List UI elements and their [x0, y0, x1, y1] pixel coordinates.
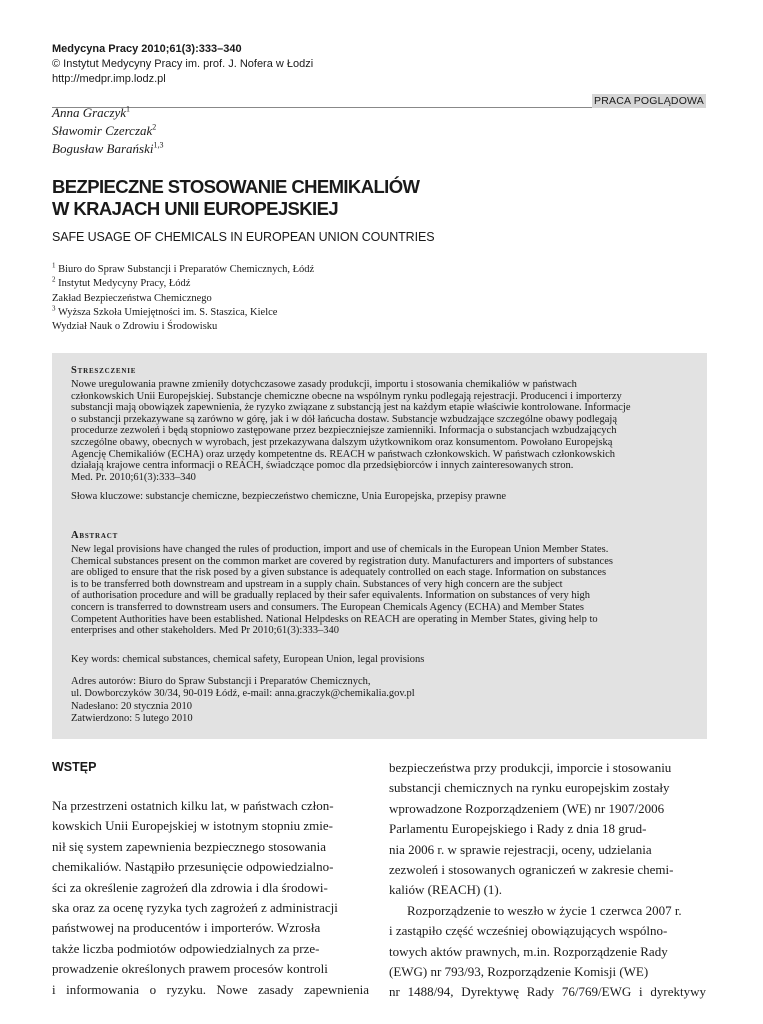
body-column-left: [52, 758, 369, 1000]
journal-title: Medycyna Pracy 2010;61(3):333–340: [52, 43, 242, 55]
abstract-en-heading: Abstract: [71, 530, 119, 541]
author-3: Bogusław Barański$^{1,3}$: [52, 140, 164, 156]
correspondence: Adres autorów: Biuro do Spraw Substancji i Preparatów Chemicznych, ul. Dowborczyków 30/34, 90-019 Łódź, e-mail: anna.graczyk@chemikalia.gov.pl Nadesłano: 20 stycznia 2010 Zatwierdzono: 5 lutego 2010: [71, 676, 415, 725]
paragraph-regulation: Rozporządzenie to weszło w życie 1 czerwca 2007 r. i zastąpiło część wcześniej obowiązujących wspólno- towych aktów prawnych, m.in. Rozporządzenie Rady (EWG) nr 793/93, Rozporządzenie Komisji (WE) nr 1488/94, Dyrektywę Rady 76/769/EWG i dyrektywy: [389, 902, 706, 1000]
author-1: Anna Graczyk$^1$: [52, 104, 131, 120]
body-column-right: [389, 758, 706, 1003]
affiliations: [52, 263, 314, 334]
affiliation-line: $^3$ Wyższa Szkoła Umiejętności im. S. Staszica, Kielce: [52, 304, 278, 318]
abstract-pl-text: Nowe uregulowania prawne zmieniły dotychczasowe zasady produkcji, importu i stosowania chemikaliów w państwach członkowskich Unii Europejskiej. Substancje chemiczne obecne na wspólnym rynku podlegają rejestracji. Producenci i importerzy substancji mają obowiązek zapewnienia, że ryzyko związane z substancją jest na każdym etapie właściwie kontrolowane. Informacje o substancji przekazywane są zarówno w górę, jak i w dół łańcucha dostaw. Substancje wzbudzające szczególne obawy podlegają procedurze zezwoleń i będą stopniowo zastępowane przez bezpieczniejsze zamienniki. Informacja o substancjach wzbudzających szczególne obawy, obecnych w wyrobach, jest przekazywana dalszym użytkownikom oraz konsumentom. Powołano Europejską Agencję Chemikaliów (ECHA) oraz urzędy kompetentne ds. REACH w państwach członkowskich. W państwach członkowskich działają krajowe centra informacji o REACH, świadczące pomoc dla przedsiębiorców i innych zainteresowanych stron. Med. Pr. 2010;61(3):333–340 Słowa kluczowe: substancje chemiczne, bezpieczeństwo chemiczne, Unia Europejska, przepisy prawne: [71, 379, 689, 503]
affiliation-line: Wydział Nauk o Zdrowiu i Środowisku: [52, 321, 218, 333]
abstract-pl-heading: Streszczenie: [71, 365, 137, 376]
title-polish: BEZPIECZNE STOSOWANIE CHEMIKALIÓW W KRAJACH UNII EUROPEJSKIEJ: [52, 176, 420, 219]
title-english: SAFE USAGE OF CHEMICALS IN EUROPEAN UNION COUNTRIES: [52, 230, 435, 244]
journal-header: [52, 42, 313, 87]
author-list: [52, 104, 163, 158]
affiliation-line: $^2$ Instytut Medycyny Pracy, Łódź: [52, 275, 191, 290]
abstract-en-keywords: Key words: chemical substances, chemical safety, European Union, legal provisions: [71, 654, 425, 665]
journal-copyright: © Instytut Medycyny Pracy im. prof. J. Nofera w Łodzi: [52, 58, 314, 70]
paragraph-continued: bezpieczeństwa przy produkcji, imporcie i stosowaniu substancji chemicznych na rynku europejskim zostały wprowadzone Rozporządzeniem (WE) nr 1907/2006 Parlamentu Europejskiego i Rady z dnia 18 grud- nia 2006 r. w sprawie rejestracji, oceny, udzielania zezwoleń i stosowanych ograniczeń w zakresie chemi- kaliów (REACH) (1).: [389, 760, 674, 898]
affiliation-line: $^1$ Biuro do Spraw Substancji i Preparatów Chemicznych, Łódź: [52, 261, 315, 275]
article-type-badge: PRACA POGLĄDOWA: [592, 94, 706, 108]
abstract-pl-keywords: Słowa kluczowe: substancje chemiczne, bezpieczeństwo chemiczne, Unia Europejska, przepisy prawne: [71, 491, 506, 503]
intro-paragraph: Na przestrzeni ostatnich kilku lat, w państwach człon- kowskich Unii Europejskiej w istotnym stopniu zmie- nił się system zapewnienia bezpiecznego stosowania chemikaliów. Nastąpiło przesunięcie odpowiedzialno- ści za określenie zagrożeń dla zdrowia i dla środowi- ska oraz za ocenę ryzyka tych zagrożeń z administracji państwowej na producentów i importerów. Wzrosła także liczba podmiotów odpowiedzialnych za prze- prowadzenie określonych prawem procesów kontroli i informowania o ryzyku. Nowe zasady zapewnienia: [52, 798, 369, 997]
journal-url[interactable]: http://medpr.imp.lodz.pl: [52, 73, 166, 85]
abstract-en-text: New legal provisions have changed the rules of production, import and use of chemicals in the European Union Member States. Chemical substances present on the common market are covered by registration duty. Manufacturers and importers of substances are obliged to ensure that the risk posed by a given substance is adequately controlled on each stage. Information on substances is to be transferred both downstream and upstream in a supply chain. Substances of very high concern are the subject of authorisation procedure and will be gradually replaced by their safer equivalents. Information on substances of very high concern is transferred to downstream users and consumers. The European Chemicals Agency (ECHA) and Member States Competent Authorities have been established. National Helpdesks on REACH are operating in Member States, giving help to enterprises and other stakeholders. Med Pr 2010;61(3):333–340: [71, 544, 613, 637]
abstract-box: [52, 353, 707, 739]
author-2: Sławomir Czerczak$^2$: [52, 122, 157, 138]
affiliation-line: Zakład Bezpieczeństwa Chemicznego: [52, 292, 212, 304]
section-heading-intro: WSTĘP: [52, 760, 97, 774]
